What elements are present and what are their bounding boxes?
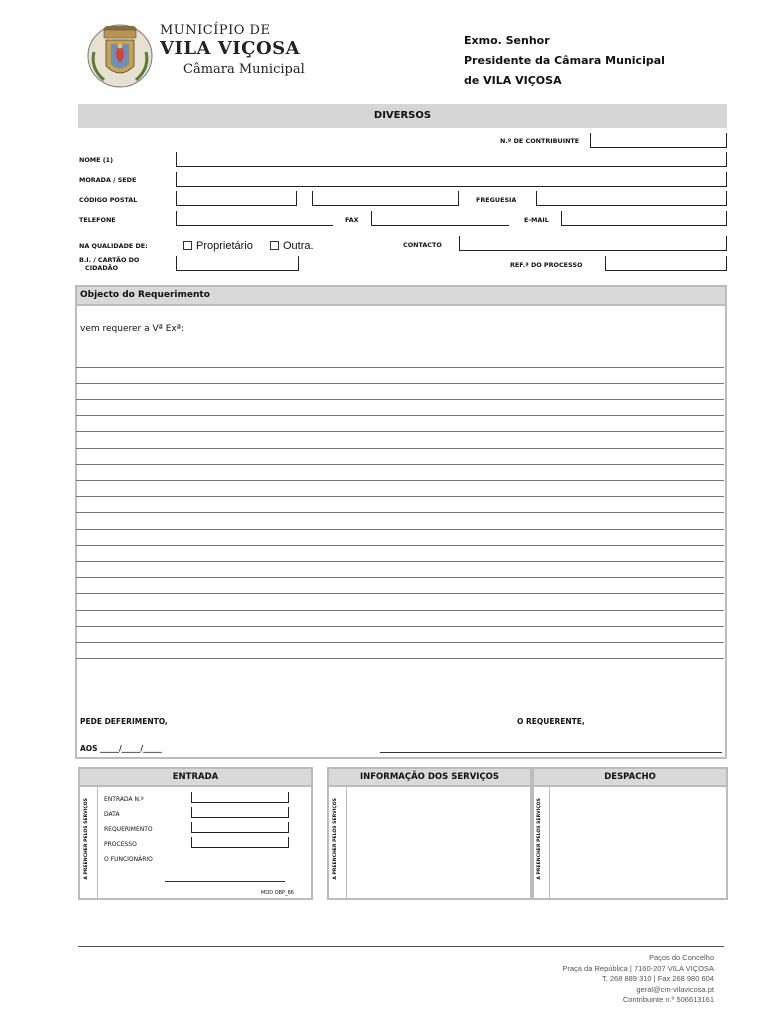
footer-line5: Contribuinte n.º 506613161 — [622, 995, 714, 1004]
objecto-header — [77, 287, 725, 306]
form-title: DIVERSOS — [373, 110, 432, 121]
informacao-side-text: A PREENCHER PELOS SERVIÇOS — [333, 798, 338, 880]
entrada-requerimento-field[interactable] — [191, 822, 289, 833]
mod-code: MOD OBP_86 — [261, 890, 294, 896]
despacho-header-text: DESPACHO — [604, 772, 656, 782]
contacto-field[interactable] — [459, 236, 727, 251]
ref-processo-field[interactable] — [605, 256, 727, 271]
contribuinte-label: N.º DE CONTRIBUINTE — [500, 137, 580, 145]
logo-camara-text: Câmara Municipal — [183, 62, 305, 77]
footer-divider — [78, 946, 724, 947]
opt-outra[interactable] — [270, 240, 314, 252]
municipal-crest-logo — [86, 22, 154, 90]
opt-proprietario-label: Proprietário — [196, 240, 253, 252]
funcionario-signature-line[interactable] — [165, 881, 285, 882]
entrada-processo-field[interactable] — [191, 837, 289, 848]
entrada-processo-label: PROCESSO — [104, 841, 137, 848]
telefone-field[interactable] — [176, 211, 333, 226]
contacto-label: CONTACTO — [403, 241, 442, 249]
freguesia-label: FREGUESIA — [476, 196, 517, 204]
objecto-intro: vem requerer a Vª Exª: — [80, 324, 185, 334]
email-field[interactable] — [561, 211, 727, 226]
pede-deferimento: PEDE DEFERIMENTO, — [80, 717, 168, 726]
addressee-line3: de VILA VIÇOSA — [464, 74, 562, 87]
footer-line3: T. 268 889 310 | Fax 268 980 604 — [601, 974, 714, 983]
addressee-line1: Exmo. Senhor — [464, 34, 550, 47]
entrada-data-label: DATA — [104, 811, 120, 818]
codigo-postal-field-1[interactable] — [176, 191, 297, 206]
morada-field[interactable] — [176, 172, 727, 187]
bi-label-line2: CIDADÃO — [85, 264, 119, 272]
despacho-writing-area[interactable] — [551, 787, 726, 898]
morada-label: MORADA / SEDE — [79, 176, 137, 184]
entrada-data-field[interactable] — [191, 807, 289, 818]
entrada-side-strip — [80, 787, 98, 898]
nome-label: NOME (1) — [79, 156, 114, 164]
informacao-header-text: INFORMAÇÃO DOS SERVIÇOS — [359, 772, 500, 782]
ref-processo-label: REF.ª DO PROCESSO — [510, 261, 583, 269]
fax-field[interactable] — [371, 211, 509, 226]
qualidade-label: NA QUALIDADE DE: — [79, 242, 148, 250]
logo-municipio-text: MUNICÍPIO DE — [160, 23, 271, 38]
footer-line2: Praça da República | 7160-207 VILA VIÇOSA — [562, 963, 714, 973]
entrada-numero-label: ENTRADA N.º — [104, 796, 144, 803]
bi-label-line1: B.I. / CARTÃO DO — [79, 256, 140, 264]
informacao-writing-area[interactable] — [348, 787, 530, 898]
entrada-numero-field[interactable] — [191, 792, 289, 803]
entrada-side-text: A PREENCHER PELOS SERVIÇOS — [84, 798, 89, 880]
opt-proprietario[interactable] — [183, 240, 253, 252]
objecto-writing-area[interactable] — [76, 367, 724, 659]
email-label: E-MAIL — [524, 216, 549, 224]
objecto-header-text: Objecto do Requerimento — [80, 290, 210, 300]
nome-field[interactable] — [176, 152, 727, 167]
telefone-label: TELEFONE — [79, 216, 116, 224]
form-title-bar — [78, 104, 727, 128]
requerente-label: O REQUERENTE, — [517, 717, 585, 726]
opt-outra-label: Outra. — [283, 240, 314, 252]
bi-field[interactable] — [176, 256, 299, 271]
despacho-header — [534, 769, 726, 787]
footer-line4: geral@cm-vilavicosa.pt — [636, 984, 714, 994]
logo-vila-vicosa-text: VILA VIÇOSA — [160, 38, 301, 59]
codigo-postal-field-2[interactable] — [312, 191, 459, 206]
addressee-line2: Presidente da Câmara Municipal — [464, 54, 665, 67]
fax-label: FAX — [345, 216, 359, 224]
checkbox-proprietario[interactable] — [183, 241, 192, 250]
requerente-signature-line[interactable] — [380, 752, 722, 753]
informacao-header — [329, 769, 530, 787]
entrada-funcionario-label: O FUNCIONÁRIO — [104, 856, 153, 863]
entrada-requerimento-label: REQUERIMENTO — [104, 826, 153, 833]
checkbox-outra[interactable] — [270, 241, 279, 250]
codigo-postal-label: CÓDIGO POSTAL — [79, 196, 138, 204]
despacho-side-text: A PREENCHER PELOS SERVIÇOS — [537, 798, 542, 880]
entrada-header-text: ENTRADA — [172, 772, 219, 782]
footer-line1: Paços do Concelho — [648, 953, 714, 962]
freguesia-field[interactable] — [536, 191, 727, 206]
footer-address — [520, 953, 714, 1006]
informacao-side-strip — [329, 787, 347, 898]
aos-date: AOS _____/_____/_____ — [80, 744, 162, 753]
entrada-header — [80, 769, 311, 787]
contribuinte-field[interactable] — [590, 133, 727, 148]
